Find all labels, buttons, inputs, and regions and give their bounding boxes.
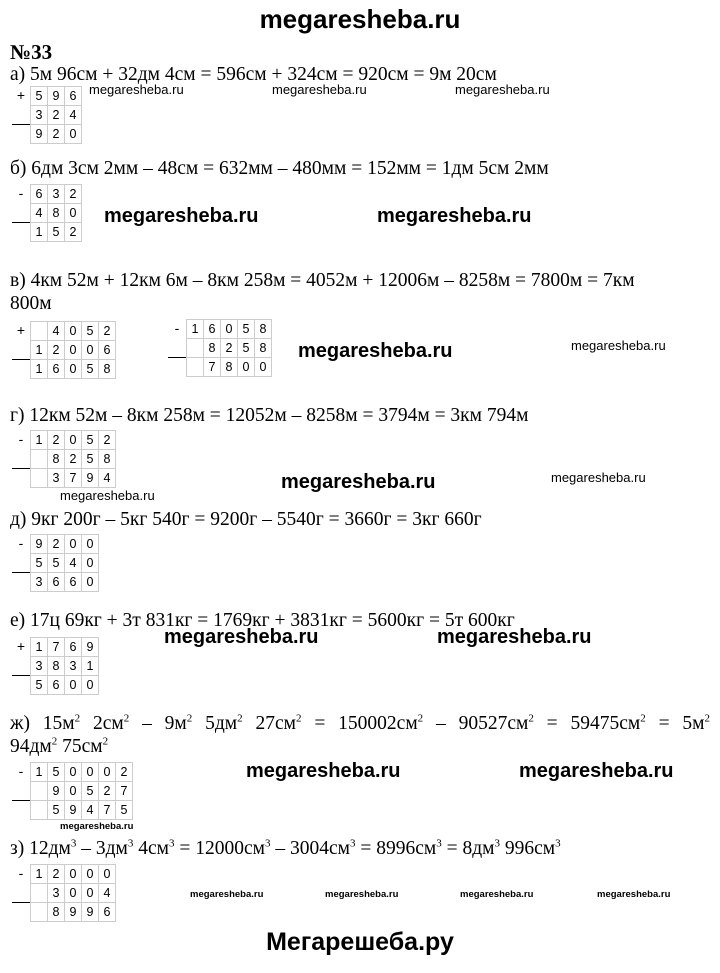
- digit-cell: 0: [65, 763, 82, 782]
- calc-row: [12, 185, 82, 204]
- digit-cell: 5: [48, 223, 65, 242]
- digit-cell: 9: [65, 903, 82, 922]
- digit-cell: [31, 884, 48, 903]
- watermark: megaresheba.ru: [437, 626, 592, 648]
- operator-sign: [12, 450, 31, 469]
- digit-cell: 1: [31, 638, 48, 657]
- digit-cell: 9: [48, 782, 65, 801]
- digit-cell: 2: [221, 339, 238, 358]
- digit-cell: 9: [48, 87, 65, 106]
- digit-cell: 3: [31, 657, 48, 676]
- digit-cell: 1: [31, 431, 48, 450]
- digit-cell: 9: [31, 535, 48, 554]
- calc-table-zh: [12, 762, 133, 820]
- digit-cell: 6: [65, 87, 82, 106]
- solution-line-a: а) 5м 96см + 32дм 4см = 596см + 324см = 920см = 9м 20см: [10, 64, 497, 85]
- digit-cell: 5: [31, 554, 48, 573]
- operator-sign: [12, 554, 31, 573]
- solution-line-v-continued: 800м: [10, 293, 52, 314]
- digit-cell: 0: [65, 125, 82, 144]
- digit-cell: 2: [99, 782, 116, 801]
- watermark: megaresheba.ru: [272, 82, 367, 97]
- digit-cell: [31, 469, 48, 488]
- calc-table-z: [12, 864, 116, 922]
- digit-cell: 8: [99, 360, 116, 379]
- digit-cell: 2: [48, 125, 65, 144]
- digit-cell: 5: [82, 360, 99, 379]
- digit-cell: 0: [221, 320, 238, 339]
- digit-cell: 0: [65, 865, 82, 884]
- digit-cell: 4: [48, 322, 65, 341]
- digit-cell: 2: [65, 185, 82, 204]
- digit-cell: 4: [65, 106, 82, 125]
- digit-cell: 0: [65, 322, 82, 341]
- operator-sign: -: [18, 184, 24, 201]
- digit-cell: 1: [82, 657, 99, 676]
- watermark: megaresheba.ru: [190, 889, 264, 900]
- digit-cell: 4: [31, 204, 48, 223]
- calc-row: [12, 223, 82, 242]
- digit-cell: 5: [238, 320, 255, 339]
- digit-cell: 1: [31, 223, 48, 242]
- calc-table-v-add: [12, 321, 116, 379]
- digit-cell: 6: [65, 573, 82, 592]
- digit-cell: 8: [204, 339, 221, 358]
- calc-row: [12, 341, 116, 360]
- digit-cell: 3: [65, 657, 82, 676]
- operator-sign: [12, 573, 31, 592]
- digit-cell: 2: [65, 450, 82, 469]
- digit-cell: 0: [99, 865, 116, 884]
- digit-cell: 6: [31, 185, 48, 204]
- calc-row: [12, 87, 82, 106]
- digit-cell: 2: [65, 223, 82, 242]
- digit-cell: 3: [31, 106, 48, 125]
- watermark: megaresheba.ru: [281, 471, 436, 493]
- watermark: megaresheba.ru: [246, 760, 401, 782]
- digit-cell: 1: [31, 763, 48, 782]
- digit-cell: 8: [48, 450, 65, 469]
- calc-row: [12, 204, 82, 223]
- operator-sign: [12, 657, 31, 676]
- operator-sign: [12, 204, 31, 223]
- digit-cell: 2: [48, 865, 65, 884]
- solution-line-g: г) 12км 52м – 8км 258м = 12052м – 8258м = 3794м = 3км 794м: [10, 405, 529, 426]
- operator-sign: +: [16, 321, 26, 338]
- digit-cell: 5: [82, 322, 99, 341]
- digit-cell: 1: [31, 360, 48, 379]
- calc-row: [12, 657, 99, 676]
- digit-cell: 0: [82, 676, 99, 695]
- calc-row: [12, 450, 116, 469]
- site-footer: Мегарешеба.ру: [266, 928, 454, 956]
- calc-row: [12, 573, 99, 592]
- digit-cell: 2: [48, 106, 65, 125]
- digit-cell: 6: [99, 903, 116, 922]
- calc-row: [12, 884, 116, 903]
- calc-row: [12, 106, 82, 125]
- digit-cell: 2: [48, 341, 65, 360]
- calc-row: [12, 865, 116, 884]
- calc-row: [168, 358, 272, 377]
- digit-cell: 2: [48, 431, 65, 450]
- operator-sign: -: [18, 762, 24, 779]
- solution-line-zh: ж) $15м^2$ $2см^2 - 9м^2$ $5дм^2$ $27см^2 = 150002см^2 - 90527см^2 = 59475см^2 = 5м^2$: [10, 712, 711, 734]
- calc-row: [12, 638, 99, 657]
- digit-cell: 0: [65, 782, 82, 801]
- digit-cell: 3: [48, 469, 65, 488]
- digit-cell: [31, 322, 48, 341]
- calc-row: [12, 360, 116, 379]
- operator-sign: -: [174, 319, 180, 336]
- calc-row: [12, 903, 116, 922]
- site-header: megaresheba.ru: [259, 4, 461, 34]
- digit-cell: [31, 903, 48, 922]
- calc-row: [12, 125, 82, 144]
- digit-cell: 4: [65, 554, 82, 573]
- calc-row: [168, 339, 272, 358]
- operator-sign: [12, 469, 31, 488]
- calc-row: [12, 554, 99, 573]
- digit-cell: 0: [238, 358, 255, 377]
- problem-number: №33: [10, 40, 53, 64]
- digit-cell: 8: [255, 320, 272, 339]
- digit-cell: [187, 339, 204, 358]
- digit-cell: 8: [99, 450, 116, 469]
- calc-row: [12, 535, 99, 554]
- digit-cell: 5: [48, 763, 65, 782]
- watermark: megaresheba.ru: [519, 760, 674, 782]
- digit-cell: 9: [65, 801, 82, 820]
- digit-cell: 5: [116, 801, 133, 820]
- digit-cell: 7: [65, 469, 82, 488]
- calc-table-a: [12, 86, 82, 144]
- digit-cell: 5: [82, 431, 99, 450]
- watermark: megaresheba.ru: [164, 626, 319, 648]
- digit-cell: 0: [65, 341, 82, 360]
- digit-cell: 5: [31, 676, 48, 695]
- digit-cell: 8: [221, 358, 238, 377]
- solution-line-e: е) 17ц 69кг + 3т 831кг = 1769кг + 3831кг = 5600кг = 5т 600кг: [10, 610, 515, 631]
- watermark: megaresheba.ru: [325, 889, 399, 900]
- calc-row: [168, 320, 272, 339]
- digit-cell: [31, 450, 48, 469]
- solution-line-d: д) 9кг 200г – 5кг 540г = 9200г – 5540г = 3660г = 3кг 660г: [10, 509, 482, 530]
- digit-cell: 7: [99, 801, 116, 820]
- operator-sign: [168, 358, 187, 377]
- calc-row: [12, 763, 133, 782]
- digit-cell: 1: [187, 320, 204, 339]
- digit-cell: 9: [82, 903, 99, 922]
- digit-cell: 0: [82, 554, 99, 573]
- watermark: megaresheba.ru: [460, 889, 534, 900]
- calc-table-v-sub: [168, 319, 272, 377]
- digit-cell: 1: [31, 865, 48, 884]
- digit-cell: 6: [48, 573, 65, 592]
- digit-cell: 8: [48, 657, 65, 676]
- calc-table-e: [12, 637, 99, 695]
- digit-cell: 3: [48, 884, 65, 903]
- digit-cell: 8: [48, 204, 65, 223]
- watermark: megaresheba.ru: [89, 82, 184, 97]
- solution-line-v: в) 4км 52м + 12км 6м – 8км 258м = 4052м + 12006м – 8258м = 7800м = 7км: [10, 270, 635, 291]
- watermark: megaresheba.ru: [551, 470, 646, 485]
- digit-cell: 2: [116, 763, 133, 782]
- operator-sign: +: [16, 637, 26, 654]
- digit-cell: 0: [65, 204, 82, 223]
- calc-row: [12, 431, 116, 450]
- calc-row: [12, 322, 116, 341]
- calc-row: [12, 782, 133, 801]
- digit-cell: 5: [238, 339, 255, 358]
- calc-table-b: [12, 184, 82, 242]
- digit-cell: [31, 782, 48, 801]
- digit-cell: 6: [48, 676, 65, 695]
- digit-cell: 0: [82, 535, 99, 554]
- watermark: megaresheba.ru: [455, 82, 550, 97]
- digit-cell: 7: [48, 638, 65, 657]
- digit-cell: 9: [82, 638, 99, 657]
- digit-cell: 6: [204, 320, 221, 339]
- watermark: megaresheba.ru: [104, 205, 259, 227]
- operator-sign: [12, 125, 31, 144]
- operator-sign: -: [18, 864, 24, 881]
- digit-cell: 4: [99, 469, 116, 488]
- digit-cell: 0: [65, 535, 82, 554]
- operator-sign: +: [16, 86, 26, 103]
- digit-cell: 7: [116, 782, 133, 801]
- digit-cell: 6: [65, 638, 82, 657]
- digit-cell: 5: [31, 87, 48, 106]
- digit-cell: 2: [99, 322, 116, 341]
- digit-cell: 3: [31, 573, 48, 592]
- calc-table-g: [12, 430, 116, 488]
- operator-sign: [12, 782, 31, 801]
- watermark: megaresheba.ru: [571, 338, 666, 353]
- operator-sign: [12, 106, 31, 125]
- digit-cell: 2: [99, 431, 116, 450]
- digit-cell: 5: [82, 782, 99, 801]
- operator-sign: [12, 223, 31, 242]
- digit-cell: [31, 801, 48, 820]
- solution-line-b: б) 6дм 3см 2мм – 48см = 632мм – 480мм = 152мм = 1дм 5см 2мм: [10, 158, 549, 179]
- watermark: megaresheba.ru: [597, 889, 671, 900]
- operator-sign: [12, 360, 31, 379]
- digit-cell: 0: [65, 676, 82, 695]
- digit-cell: 0: [65, 431, 82, 450]
- digit-cell: 4: [82, 801, 99, 820]
- digit-cell: 9: [31, 125, 48, 144]
- calc-row: [12, 469, 116, 488]
- digit-cell: 9: [82, 469, 99, 488]
- operator-sign: [12, 884, 31, 903]
- digit-cell: 0: [82, 865, 99, 884]
- digit-cell: 8: [255, 339, 272, 358]
- digit-cell: 0: [255, 358, 272, 377]
- digit-cell: 6: [48, 360, 65, 379]
- calc-row: [12, 801, 133, 820]
- digit-cell: 0: [65, 360, 82, 379]
- digit-cell: 1: [31, 341, 48, 360]
- digit-cell: [187, 358, 204, 377]
- digit-cell: 3: [48, 185, 65, 204]
- solution-line-z: з) $12дм^3 - 3дм^3$ $4см^3 = 12000см^3 - 3004см^3 = 8996см^3 = 8дм^3$ $996см^3$: [10, 837, 561, 859]
- digit-cell: 4: [99, 884, 116, 903]
- operator-sign: [12, 341, 31, 360]
- digit-cell: 0: [82, 763, 99, 782]
- operator-sign: [12, 676, 31, 695]
- digit-cell: 2: [48, 535, 65, 554]
- calc-row: [12, 676, 99, 695]
- watermark: megaresheba.ru: [298, 340, 453, 362]
- watermark: megaresheba.ru: [60, 488, 155, 503]
- digit-cell: 0: [82, 341, 99, 360]
- calc-table-d: [12, 534, 99, 592]
- solution-line-zh-continued: $94дм^2$ $75см^2$: [10, 735, 109, 757]
- operator-sign: [12, 903, 31, 922]
- operator-sign: [12, 801, 31, 820]
- digit-cell: 0: [99, 763, 116, 782]
- operator-sign: -: [18, 430, 24, 447]
- digit-cell: 0: [65, 884, 82, 903]
- operator-sign: [168, 339, 187, 358]
- digit-cell: 5: [82, 450, 99, 469]
- digit-cell: 6: [99, 341, 116, 360]
- watermark: megaresheba.ru: [60, 821, 134, 832]
- digit-cell: 7: [204, 358, 221, 377]
- digit-cell: 5: [48, 554, 65, 573]
- operator-sign: -: [18, 534, 24, 551]
- digit-cell: 0: [82, 573, 99, 592]
- digit-cell: 0: [82, 884, 99, 903]
- watermark: megaresheba.ru: [377, 205, 532, 227]
- digit-cell: 8: [48, 903, 65, 922]
- digit-cell: 5: [48, 801, 65, 820]
